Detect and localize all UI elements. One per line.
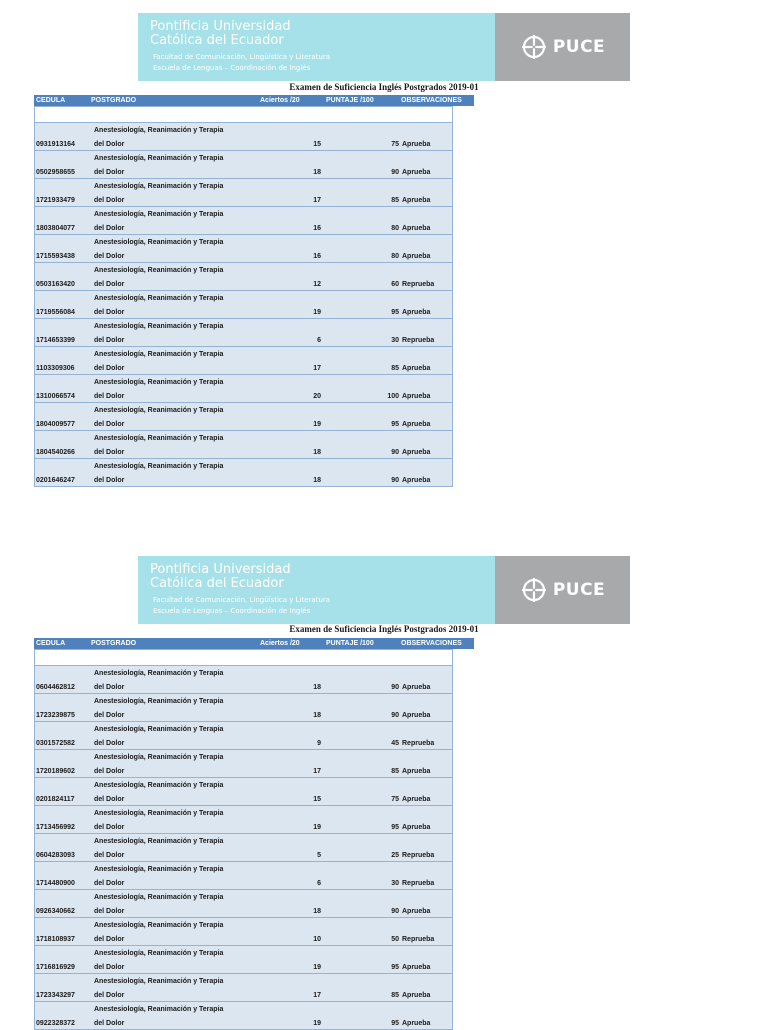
university-name-line2: Católica del Ecuador — [150, 33, 284, 48]
cedula-cell: 0503163420 — [36, 281, 75, 288]
puntaje-cell: 90 — [391, 908, 399, 915]
table-row — [35, 178, 452, 206]
observaciones-cell: Aprueba — [402, 141, 431, 148]
table-row — [35, 318, 452, 346]
table-row — [35, 833, 452, 861]
column-header-observaciones: OBSERVACIONES — [401, 97, 462, 104]
postgrado-cell-line2: del Dolor — [94, 852, 125, 859]
puntaje-cell: 95 — [391, 824, 399, 831]
aciertos-cell: 19 — [313, 964, 321, 971]
postgrado-cell-line2: del Dolor — [94, 337, 125, 344]
puntaje-cell: 85 — [391, 768, 399, 775]
postgrado-cell-line2: del Dolor — [94, 740, 125, 747]
observaciones-cell: Reprueba — [402, 936, 435, 943]
postgrado-cell-line1: Anestesiología, Reanimación y Terapia — [94, 838, 224, 845]
table-spacer — [35, 107, 452, 122]
postgrado-cell-line2: del Dolor — [94, 880, 125, 887]
cedula-cell: 1715593438 — [36, 253, 75, 260]
column-header-puntaje: PUNTAJE /100 — [326, 97, 374, 104]
column-header-postgrado: POSTGRADO — [91, 97, 137, 104]
column-header-observaciones: OBSERVACIONES — [401, 640, 462, 647]
postgrado-cell-line1: Anestesiología, Reanimación y Terapia — [94, 698, 224, 705]
aciertos-cell: 17 — [313, 768, 321, 775]
aciertos-cell: 19 — [313, 421, 321, 428]
aciertos-cell: 18 — [313, 908, 321, 915]
postgrado-cell-line2: del Dolor — [94, 477, 125, 484]
postgrado-cell-line1: Anestesiología, Reanimación y Terapia — [94, 950, 224, 957]
table-row — [35, 150, 452, 178]
postgrado-cell-line2: del Dolor — [94, 824, 125, 831]
table-row — [35, 945, 452, 973]
observaciones-cell: Reprueba — [402, 281, 435, 288]
observaciones-cell: Reprueba — [402, 880, 435, 887]
postgrado-cell-line2: del Dolor — [94, 936, 125, 943]
table-row — [35, 290, 452, 318]
table-row — [35, 861, 452, 889]
puntaje-cell: 85 — [391, 365, 399, 372]
puntaje-cell: 75 — [391, 141, 399, 148]
observaciones-cell: Aprueba — [402, 169, 431, 176]
school-name: Escuela de Lenguas – Coordinación de Inglés — [153, 607, 311, 615]
puntaje-cell: 95 — [391, 309, 399, 316]
puntaje-cell: 30 — [391, 337, 399, 344]
aciertos-cell: 15 — [313, 796, 321, 803]
observaciones-cell: Aprueba — [402, 421, 431, 428]
observaciones-cell: Aprueba — [402, 796, 431, 803]
table-row — [35, 721, 452, 749]
aciertos-cell: 18 — [313, 477, 321, 484]
faculty-name: Facultad de Comunicación, Lingüística y Literatura — [153, 596, 331, 604]
aciertos-cell: 17 — [313, 992, 321, 999]
table-row — [35, 665, 452, 693]
aciertos-cell: 10 — [313, 936, 321, 943]
postgrado-cell-line1: Anestesiología, Reanimación y Terapia — [94, 894, 224, 901]
aciertos-cell: 19 — [313, 1020, 321, 1027]
cedula-cell: 1103309306 — [36, 365, 75, 372]
aciertos-cell: 20 — [313, 393, 321, 400]
observaciones-cell: Reprueba — [402, 337, 435, 344]
postgrado-cell-line1: Anestesiología, Reanimación y Terapia — [94, 463, 224, 470]
column-header-aciertos: Aciertos /20 — [260, 640, 300, 647]
puntaje-cell: 85 — [391, 197, 399, 204]
postgrado-cell-line2: del Dolor — [94, 253, 125, 260]
table-row — [35, 777, 452, 805]
observaciones-cell: Aprueba — [402, 712, 431, 719]
aciertos-cell: 18 — [313, 684, 321, 691]
cedula-cell: 1804540266 — [36, 449, 75, 456]
puntaje-cell: 95 — [391, 1020, 399, 1027]
postgrado-cell-line2: del Dolor — [94, 964, 125, 971]
postgrado-cell-line1: Anestesiología, Reanimación y Terapia — [94, 810, 224, 817]
puntaje-cell: 95 — [391, 421, 399, 428]
cedula-cell: 1804009577 — [36, 421, 75, 428]
puce-emblem-icon — [520, 33, 548, 61]
column-header-cedula: CEDULA — [36, 97, 66, 104]
observaciones-cell: Reprueba — [402, 740, 435, 747]
observaciones-cell: Aprueba — [402, 477, 431, 484]
table-row — [35, 206, 452, 234]
table-row — [35, 122, 452, 150]
table-row — [35, 889, 452, 917]
table-header — [34, 638, 474, 649]
puntaje-cell: 60 — [391, 281, 399, 288]
observaciones-cell: Aprueba — [402, 449, 431, 456]
table-row — [35, 917, 452, 945]
cedula-cell: 1723343297 — [36, 992, 75, 999]
table-row — [35, 1001, 452, 1029]
postgrado-cell-line1: Anestesiología, Reanimación y Terapia — [94, 922, 224, 929]
observaciones-cell: Aprueba — [402, 365, 431, 372]
results-table — [34, 106, 453, 487]
postgrado-cell-line1: Anestesiología, Reanimación y Terapia — [94, 127, 224, 134]
column-header-puntaje: PUNTAJE /100 — [326, 640, 374, 647]
table-row — [35, 805, 452, 833]
puntaje-cell: 85 — [391, 992, 399, 999]
observaciones-cell: Aprueba — [402, 309, 431, 316]
observaciones-cell: Aprueba — [402, 964, 431, 971]
table-row — [35, 262, 452, 290]
postgrado-cell-line1: Anestesiología, Reanimación y Terapia — [94, 1006, 224, 1013]
cedula-cell: 1716816929 — [36, 964, 75, 971]
postgrado-cell-line1: Anestesiología, Reanimación y Terapia — [94, 435, 224, 442]
observaciones-cell: Aprueba — [402, 908, 431, 915]
postgrado-cell-line1: Anestesiología, Reanimación y Terapia — [94, 978, 224, 985]
puntaje-cell: 45 — [391, 740, 399, 747]
puntaje-cell: 30 — [391, 880, 399, 887]
postgrado-cell-line2: del Dolor — [94, 992, 125, 999]
observaciones-cell: Aprueba — [402, 684, 431, 691]
cedula-cell: 1723239875 — [36, 712, 75, 719]
puce-logo-text: PUCE — [552, 580, 606, 600]
postgrado-cell-line2: del Dolor — [94, 449, 125, 456]
postgrado-cell-line1: Anestesiología, Reanimación y Terapia — [94, 211, 224, 218]
postgrado-cell-line2: del Dolor — [94, 281, 125, 288]
university-name-line1: Pontificia Universidad — [150, 19, 291, 34]
cedula-cell: 1713456992 — [36, 824, 75, 831]
postgrado-cell-line2: del Dolor — [94, 1020, 125, 1027]
postgrado-cell-line2: del Dolor — [94, 365, 125, 372]
observaciones-cell: Aprueba — [402, 1020, 431, 1027]
aciertos-cell: 18 — [313, 449, 321, 456]
observaciones-cell: Reprueba — [402, 852, 435, 859]
puce-logo-text: PUCE — [552, 37, 606, 57]
postgrado-cell-line1: Anestesiología, Reanimación y Terapia — [94, 754, 224, 761]
university-name-line2: Católica del Ecuador — [150, 576, 284, 591]
postgrado-cell-line2: del Dolor — [94, 684, 125, 691]
university-banner — [138, 13, 630, 81]
puntaje-cell: 25 — [391, 852, 399, 859]
column-header-postgrado: POSTGRADO — [91, 640, 137, 647]
observaciones-cell: Aprueba — [402, 225, 431, 232]
observaciones-cell: Aprueba — [402, 824, 431, 831]
aciertos-cell: 19 — [313, 309, 321, 316]
observaciones-cell: Aprueba — [402, 768, 431, 775]
cedula-cell: 1719556084 — [36, 309, 75, 316]
cedula-cell: 1714653399 — [36, 337, 75, 344]
table-row — [35, 973, 452, 1001]
postgrado-cell-line2: del Dolor — [94, 768, 125, 775]
observaciones-cell: Aprueba — [402, 393, 431, 400]
university-name-line1: Pontificia Universidad — [150, 562, 291, 577]
aciertos-cell: 17 — [313, 365, 321, 372]
puntaje-cell: 100 — [387, 393, 399, 400]
aciertos-cell: 18 — [313, 712, 321, 719]
cedula-cell: 0301572582 — [36, 740, 75, 747]
puntaje-cell: 50 — [391, 936, 399, 943]
postgrado-cell-line1: Anestesiología, Reanimación y Terapia — [94, 183, 224, 190]
table-row — [35, 458, 452, 486]
puce-emblem-icon — [520, 576, 548, 604]
puntaje-cell: 90 — [391, 684, 399, 691]
cedula-cell: 1720189602 — [36, 768, 75, 775]
postgrado-cell-line2: del Dolor — [94, 169, 125, 176]
cedula-cell: 0604462812 — [36, 684, 75, 691]
cedula-cell: 1721933479 — [36, 197, 75, 204]
postgrado-cell-line1: Anestesiología, Reanimación y Terapia — [94, 239, 224, 246]
postgrado-cell-line2: del Dolor — [94, 225, 125, 232]
puntaje-cell: 90 — [391, 449, 399, 456]
postgrado-cell-line2: del Dolor — [94, 197, 125, 204]
cedula-cell: 0502958655 — [36, 169, 75, 176]
table-row — [35, 374, 452, 402]
aciertos-cell: 5 — [317, 852, 321, 859]
puntaje-cell: 80 — [391, 253, 399, 260]
cedula-cell: 0201824117 — [36, 796, 75, 803]
aciertos-cell: 17 — [313, 197, 321, 204]
exam-title: Examen de Suficiencia Inglés Postgrados 2019-01 — [289, 82, 479, 92]
column-header-cedula: CEDULA — [36, 640, 66, 647]
observaciones-cell: Aprueba — [402, 992, 431, 999]
table-header — [34, 95, 474, 106]
postgrado-cell-line2: del Dolor — [94, 393, 125, 400]
puce-logo — [495, 556, 630, 624]
puntaje-cell: 90 — [391, 712, 399, 719]
table-spacer — [35, 650, 452, 665]
postgrado-cell-line2: del Dolor — [94, 309, 125, 316]
postgrado-cell-line1: Anestesiología, Reanimación y Terapia — [94, 782, 224, 789]
postgrado-cell-line1: Anestesiología, Reanimación y Terapia — [94, 379, 224, 386]
puntaje-cell: 90 — [391, 169, 399, 176]
table-row — [35, 346, 452, 374]
table-row — [35, 402, 452, 430]
aciertos-cell: 16 — [313, 225, 321, 232]
postgrado-cell-line1: Anestesiología, Reanimación y Terapia — [94, 866, 224, 873]
postgrado-cell-line1: Anestesiología, Reanimación y Terapia — [94, 726, 224, 733]
table-row — [35, 693, 452, 721]
postgrado-cell-line2: del Dolor — [94, 796, 125, 803]
cedula-cell: 0922328372 — [36, 1020, 75, 1027]
aciertos-cell: 6 — [317, 337, 321, 344]
cedula-cell: 0604283093 — [36, 852, 75, 859]
school-name: Escuela de Lenguas – Coordinación de Inglés — [153, 64, 311, 72]
aciertos-cell: 9 — [317, 740, 321, 747]
table-row — [35, 430, 452, 458]
puntaje-cell: 80 — [391, 225, 399, 232]
cedula-cell: 0931913164 — [36, 141, 75, 148]
postgrado-cell-line1: Anestesiología, Reanimación y Terapia — [94, 267, 224, 274]
cedula-cell: 1714480900 — [36, 880, 75, 887]
university-banner — [138, 556, 630, 624]
puntaje-cell: 75 — [391, 796, 399, 803]
cedula-cell: 1803804077 — [36, 225, 75, 232]
observaciones-cell: Aprueba — [402, 253, 431, 260]
postgrado-cell-line1: Anestesiología, Reanimación y Terapia — [94, 323, 224, 330]
aciertos-cell: 6 — [317, 880, 321, 887]
puntaje-cell: 95 — [391, 964, 399, 971]
aciertos-cell: 12 — [313, 281, 321, 288]
aciertos-cell: 18 — [313, 169, 321, 176]
exam-title: Examen de Suficiencia Inglés Postgrados 2019-01 — [289, 624, 479, 634]
aciertos-cell: 16 — [313, 253, 321, 260]
postgrado-cell-line2: del Dolor — [94, 141, 125, 148]
postgrado-cell-line1: Anestesiología, Reanimación y Terapia — [94, 351, 224, 358]
table-row — [35, 234, 452, 262]
cedula-cell: 1310066574 — [36, 393, 75, 400]
cedula-cell: 0201646247 — [36, 477, 75, 484]
results-table — [34, 649, 453, 1030]
observaciones-cell: Aprueba — [402, 197, 431, 204]
cedula-cell: 1718108937 — [36, 936, 75, 943]
column-header-aciertos: Aciertos /20 — [260, 97, 300, 104]
cedula-cell: 0926340662 — [36, 908, 75, 915]
postgrado-cell-line1: Anestesiología, Reanimación y Terapia — [94, 155, 224, 162]
postgrado-cell-line2: del Dolor — [94, 712, 125, 719]
aciertos-cell: 19 — [313, 824, 321, 831]
postgrado-cell-line2: del Dolor — [94, 908, 125, 915]
aciertos-cell: 15 — [313, 141, 321, 148]
table-row — [35, 749, 452, 777]
postgrado-cell-line1: Anestesiología, Reanimación y Terapia — [94, 295, 224, 302]
puce-logo — [495, 13, 630, 81]
puntaje-cell: 90 — [391, 477, 399, 484]
postgrado-cell-line2: del Dolor — [94, 421, 125, 428]
postgrado-cell-line1: Anestesiología, Reanimación y Terapia — [94, 670, 224, 677]
faculty-name: Facultad de Comunicación, Lingüística y Literatura — [153, 53, 331, 61]
postgrado-cell-line1: Anestesiología, Reanimación y Terapia — [94, 407, 224, 414]
